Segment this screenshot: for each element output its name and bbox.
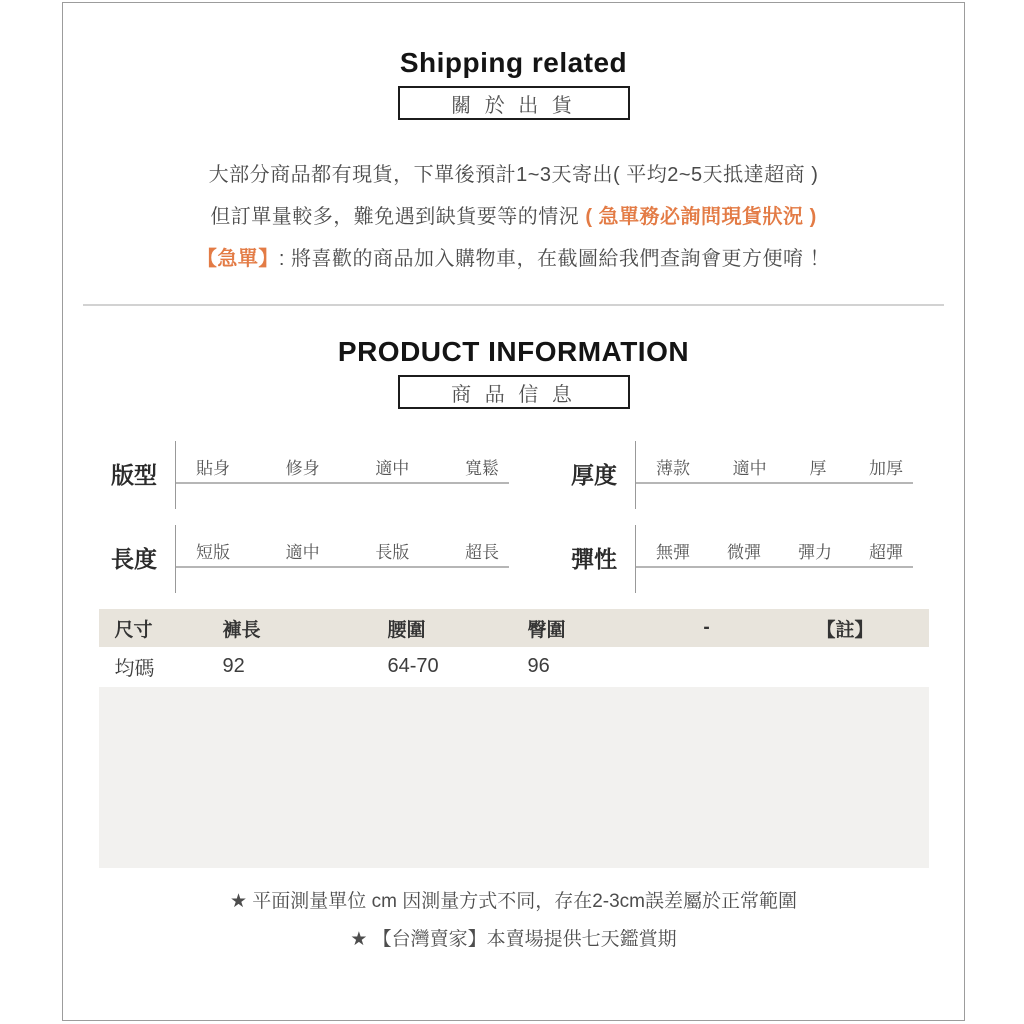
product-info-title-zh: 商 品 信 息 [451,383,576,406]
spec-option: 無彈 [656,543,690,562]
product-info-title-box [398,375,630,409]
spec-option: 貼身 [196,459,230,478]
spec-track-length [175,525,509,593]
spec-scale-thickness [571,441,913,509]
shipping-note-line-2-text: 但訂單量較多，難免遇到缺貨要等的情況 [210,206,586,228]
spec-option: 適中 [285,543,320,562]
shipping-note-line-1-text: 大部分商品都有現貨，下單後預計1~3天寄出( 平均2~5天抵達超商 ) [208,164,819,186]
measurement-note: ★ 平面測量單位 cm 因測量方式不同，存在2-3cm誤差屬於正常範圍 [230,891,797,912]
spec-option: 短版 [196,543,230,562]
spec-option: 加厚 [868,459,903,478]
shipping-title-box [398,86,630,120]
spec-label-elasticity: 彈性 [571,546,617,572]
spec-scales [63,441,964,593]
shipping-note-line-2 [63,196,964,238]
size-table-cell [762,647,929,685]
shipping-note-line-3-text: : 將喜歡的商品加入購物車，在截圖給我們查詢會更方便唷 ！ [278,248,831,270]
spec-options-elasticity [636,525,913,563]
spec-label-fit: 版型 [111,462,157,488]
spec-scale-elasticity [571,525,913,593]
spec-track-fit [175,441,509,509]
shipping-title-zh: 關 於 出 貨 [451,94,576,117]
product-info-title: PRODUCT INFORMATION [337,336,690,367]
size-table-cell: 92 [207,647,372,685]
spec-option: 適中 [375,459,410,478]
size-table-header-cell: 【註】 [762,609,929,647]
spec-option: 薄款 [656,459,690,478]
seller-note: ★ 【台灣賣家】本賣場提供七天鑑賞期 [350,929,677,950]
size-table-cell: 64-70 [372,647,512,685]
spec-label-thickness: 厚度 [571,462,617,488]
spec-option: 超長 [464,543,499,562]
size-table-header-cell: 腰圍 [372,609,512,647]
section-divider [83,304,944,306]
shipping-note-line-3-accent: 【急單】 [196,248,279,270]
size-table [99,609,929,685]
spec-option: 寬鬆 [464,459,499,478]
spec-options-thickness [636,441,913,479]
shipping-title: Shipping related [399,47,628,78]
spec-axis-line [176,566,509,568]
size-table-row [99,647,929,685]
shipping-note-line-2-accent: ( 急單務必詢問現貨狀況 ) [585,206,817,228]
shipping-note-line-1 [63,154,964,196]
spec-options-length [176,525,509,563]
size-table-header-cell: - [652,609,762,647]
size-table-header-cell: 尺寸 [99,609,207,647]
spec-track-thickness [635,441,913,509]
shipping-note-line-3 [63,238,964,280]
spec-axis-line [176,482,509,484]
size-table-cell: 均碼 [99,647,207,685]
spec-option: 彈力 [798,543,832,562]
size-table-header-cell: 臀圍 [512,609,652,647]
spec-option: 微彈 [727,543,761,562]
size-table-cell [652,647,762,685]
spec-option: 長版 [375,543,410,562]
size-table-empty-area [99,687,929,868]
size-table-header-row [99,609,929,647]
spec-axis-line [636,566,913,568]
spec-scale-length [111,525,509,593]
size-table-header-cell: 褲長 [207,609,372,647]
spec-axis-line [636,482,913,484]
spec-track-elasticity [635,525,913,593]
footer-notes [63,883,964,959]
spec-option: 適中 [732,459,767,478]
spec-options-fit [176,441,509,479]
spec-option: 厚 [809,459,827,478]
spec-option: 修身 [285,459,320,478]
size-table-cell: 96 [512,647,652,685]
shipping-notes [63,154,964,280]
content-frame [62,2,965,1021]
spec-scale-fit [111,441,509,509]
spec-label-length: 長度 [111,546,157,572]
spec-option: 超彈 [869,543,903,562]
